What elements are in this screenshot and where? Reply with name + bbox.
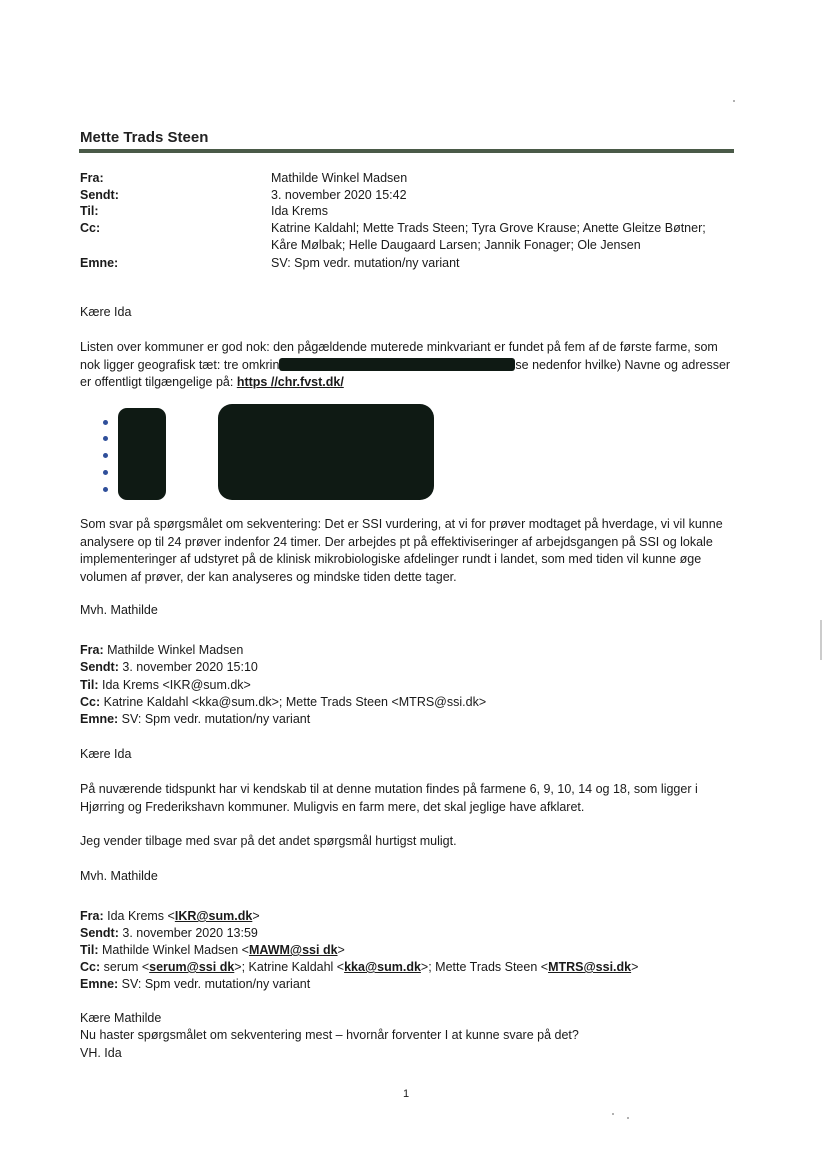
subject-label: Emne: [80, 256, 119, 270]
signoff-2: Mvh. Mathilde [80, 869, 158, 883]
sent-label: Sendt: [80, 188, 119, 202]
msg3-from: Fra: Ida Krems <IKR@sum.dk> [80, 909, 260, 923]
sender-name: Mette Trads Steen [80, 129, 209, 146]
msg3-sent: Sendt: 3. november 2020 13:59 [80, 926, 258, 940]
signoff-3: VH. Ida [80, 1046, 122, 1060]
body-text: Listen over kommuner er god nok: den pågældende muterede minkvariant er fundet på fem af de første farme, som nok ligger geografisk tæt: tre omkrin [80, 340, 718, 372]
email-link[interactable]: IKR@sum.dk [174, 909, 253, 923]
body-text: se nedenfor hvilke) Navne og adresser er offentligt tilgængelige på: [80, 357, 731, 389]
page-number: 1 [403, 1088, 410, 1100]
msg2-body-1: På nuværende tidspunkt har vi kendskab til at denne mutation findes på farmene 6, 9, 10, 14 og 18, som ligger i Hjørring og Frederikshavn kommuner. Muligvis en farm mere, det skal jeglige have afklaret. [80, 782, 698, 814]
from-label: Fra: [80, 171, 104, 185]
cc-label: Cc: [80, 221, 101, 235]
scan-edge-mark [820, 620, 822, 660]
redaction-block [218, 404, 434, 500]
to-label: Til: [80, 204, 99, 218]
bullet-dot [103, 420, 108, 425]
scan-speck [627, 1117, 629, 1119]
msg3-to: Til: Mathilde Winkel Madsen <MAWM@ssi dk> [80, 943, 345, 957]
msg2-subject: Emne: SV: Spm vedr. mutation/ny variant [80, 712, 311, 726]
email-link[interactable]: serum@ssi dk [149, 960, 235, 974]
msg3-body: Nu haster spørgsmålet om sekventering mest – hvornår forventer I at kunne svare på det? [80, 1028, 579, 1042]
msg2-to: Til: Ida Krems <IKR@sum.dk> [80, 678, 251, 692]
scan-speck [733, 100, 735, 102]
bullet-dot [103, 436, 108, 441]
greeting-1: Kære Ida [80, 305, 132, 319]
msg2-sent: Sendt: 3. november 2020 15:10 [80, 660, 258, 674]
to-value: Ida Krems [271, 204, 328, 218]
scan-speck [612, 1113, 614, 1115]
bullet-dot [103, 453, 108, 458]
from-value: Mathilde Winkel Madsen [271, 171, 408, 185]
msg3-cc: Cc: serum <serum@ssi dk>; Katrine Kaldahl <kka@sum.dk>; Mette Trads Steen <MTRS@ssi.dk> [80, 960, 639, 974]
email-link[interactable]: MAWM@ssi dk [248, 943, 338, 957]
bullet-dot [103, 470, 108, 475]
email-link[interactable]: kka@sum.dk [344, 960, 421, 974]
signoff-1: Mvh. Mathilde [80, 603, 158, 617]
chr-link[interactable]: https //chr.fvst.dk/ [236, 375, 344, 389]
body-paragraph-1 [80, 339, 735, 392]
cc-value: Katrine Kaldahl; Mette Trads Steen; Tyra Grove Krause; Anette Gleitze Bøtner; Kåre Mølbak; Helle Daugaard Larsen; Jannik Fonager; Ole Jensen [271, 221, 706, 252]
title-divider [79, 149, 734, 153]
greeting-3: Kære Mathilde [80, 1011, 162, 1025]
sent-value: 3. november 2020 15:42 [271, 188, 407, 202]
email-link[interactable]: MTRS@ssi.dk [548, 960, 632, 974]
msg2-body-2: Jeg vender tilbage med svar på det andet spørgsmål hurtigst muligt. [80, 834, 457, 848]
redaction-block [118, 408, 166, 500]
msg2-cc: Cc: Katrine Kaldahl <kka@sum.dk>; Mette Trads Steen <MTRS@ssi.dk> [80, 695, 487, 709]
bullet-dot [103, 487, 108, 492]
body-paragraph-2: Som svar på spørgsmålet om sekventering: Det er SSI vurdering, at vi for prøver modtaget på hverdage, vi vil kunne analysere op til 24 prøver indenfor 24 timer. Der arbejdes pt på effektiviseringer af arbejdsgangen på SSI og lokale implementeringer af udstyret på de klinisk mikrobiologiske afdelinger rundt i landet, som med tiden vil kunne øge volumen af prøver, der kan analyseres og mindske tiden dette tager. [80, 517, 723, 584]
redaction-inline [279, 358, 515, 371]
msg2-from: Fra: Mathilde Winkel Madsen [80, 643, 244, 657]
msg3-subject: Emne: SV: Spm vedr. mutation/ny variant [80, 977, 311, 991]
greeting-2: Kære Ida [80, 747, 132, 761]
subject-value: SV: Spm vedr. mutation/ny variant [271, 256, 460, 270]
